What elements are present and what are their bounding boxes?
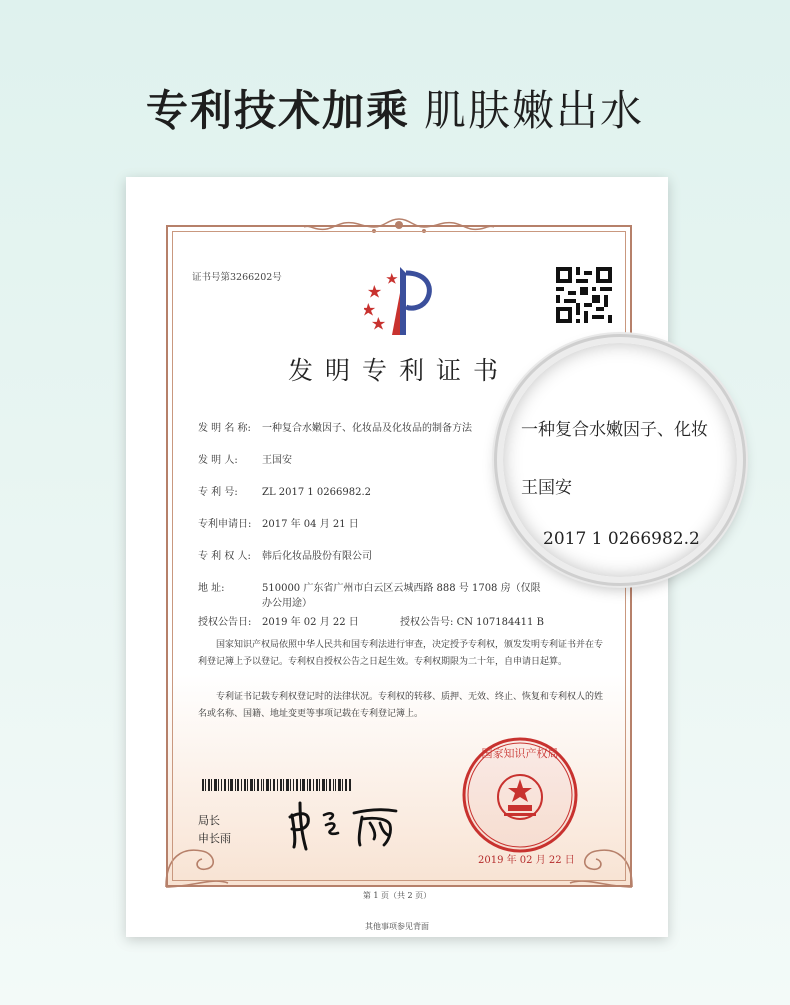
grant-number-label: 授权公告号: <box>400 617 454 628</box>
certificate-title: 发明专利证书 <box>287 356 510 385</box>
address-value-line2: 办公用途） <box>262 598 312 609</box>
certificate-number: 证书号第3266202号 <box>192 272 282 283</box>
handwritten-signature <box>284 799 404 851</box>
headline <box>0 78 790 138</box>
inventor-value: 王国安 <box>262 455 292 466</box>
patent-number-label: 专 利 号: <box>198 487 238 498</box>
headline-light: 肌肤嫩出水 <box>424 86 645 135</box>
official-seal <box>460 735 580 855</box>
invention-name-label: 发 明 名 称: <box>198 423 251 434</box>
barcode-icon <box>202 779 352 791</box>
filing-date-label: 专利申请日: <box>198 519 252 530</box>
seal-date: 2019 年 02 月 22 日 <box>478 855 575 866</box>
address-label: 地 址: <box>198 583 225 594</box>
patent-number-value: ZL 2017 1 0266982.2 <box>262 487 372 498</box>
legal-status-paragraph: 专利证书记载专利权登记时的法律状况。专利权的转移、质押、无效、终止、恢复和专利权人的姓名或名称、国籍、地址变更等事项记载在专利登记簿上。 <box>198 692 604 719</box>
patent-emblem-icon <box>364 263 440 339</box>
magnified-invention-name: 一种复合水嫩因子、化妆 <box>521 420 708 440</box>
address-value-line1: 510000 广东省广州市白云区云城西路 888 号 1708 房（仅限 <box>262 583 541 594</box>
page-number: 第 1 页（共 2 页） <box>362 891 432 900</box>
magnified-patent-number: 2017 1 0266982.2 <box>543 529 700 549</box>
patentee-label: 专 利 权 人: <box>198 551 251 562</box>
grant-statement-paragraph: 国家知识产权局依照中华人民共和国专利法进行审查，决定授予专利权，颁发发明专利证书并在专利登记簿上予以登记。专利权自授权公告之日起生效。专利权期限为二十年，自申请日起算。 <box>198 640 604 667</box>
inventor-row <box>198 451 292 466</box>
filing-date-row <box>198 515 359 530</box>
address-row <box>198 579 541 594</box>
top-ornament <box>304 217 494 239</box>
signer-name: 申长雨 <box>198 832 231 845</box>
bottom-right-ornament <box>566 817 636 889</box>
headline-strong: 专利技术加乘 <box>145 86 410 135</box>
patent-number-row <box>198 483 371 498</box>
patentee-value: 韩后化妆品股份有限公司 <box>262 551 372 562</box>
grant-date-row <box>198 613 359 628</box>
magnified-inventor: 王国安 <box>521 478 572 498</box>
grant-date-value: 2019 年 02 月 22 日 <box>262 617 359 628</box>
qr-code-icon <box>556 267 612 323</box>
grant-date-label: 授权公告日: <box>198 617 252 628</box>
inventor-label: 发 明 人: <box>198 455 238 466</box>
filing-date-value: 2017 年 04 月 21 日 <box>262 519 359 530</box>
invention-name-row <box>198 419 472 434</box>
invention-name-value: 一种复合水嫩因子、化妆品及化妆品的制备方法 <box>262 423 472 434</box>
signer-block <box>198 812 231 848</box>
seal-text: 国家知识产权局 <box>481 747 559 760</box>
magnifier-lens <box>497 337 743 583</box>
footnote: 其他事项参见背面 <box>365 922 429 931</box>
patentee-row <box>198 547 372 562</box>
signer-title: 局长 <box>198 814 220 827</box>
bottom-left-ornament <box>162 817 232 889</box>
grant-number-value: CN 107184411 B <box>456 617 544 628</box>
grant-number-row <box>400 613 544 628</box>
